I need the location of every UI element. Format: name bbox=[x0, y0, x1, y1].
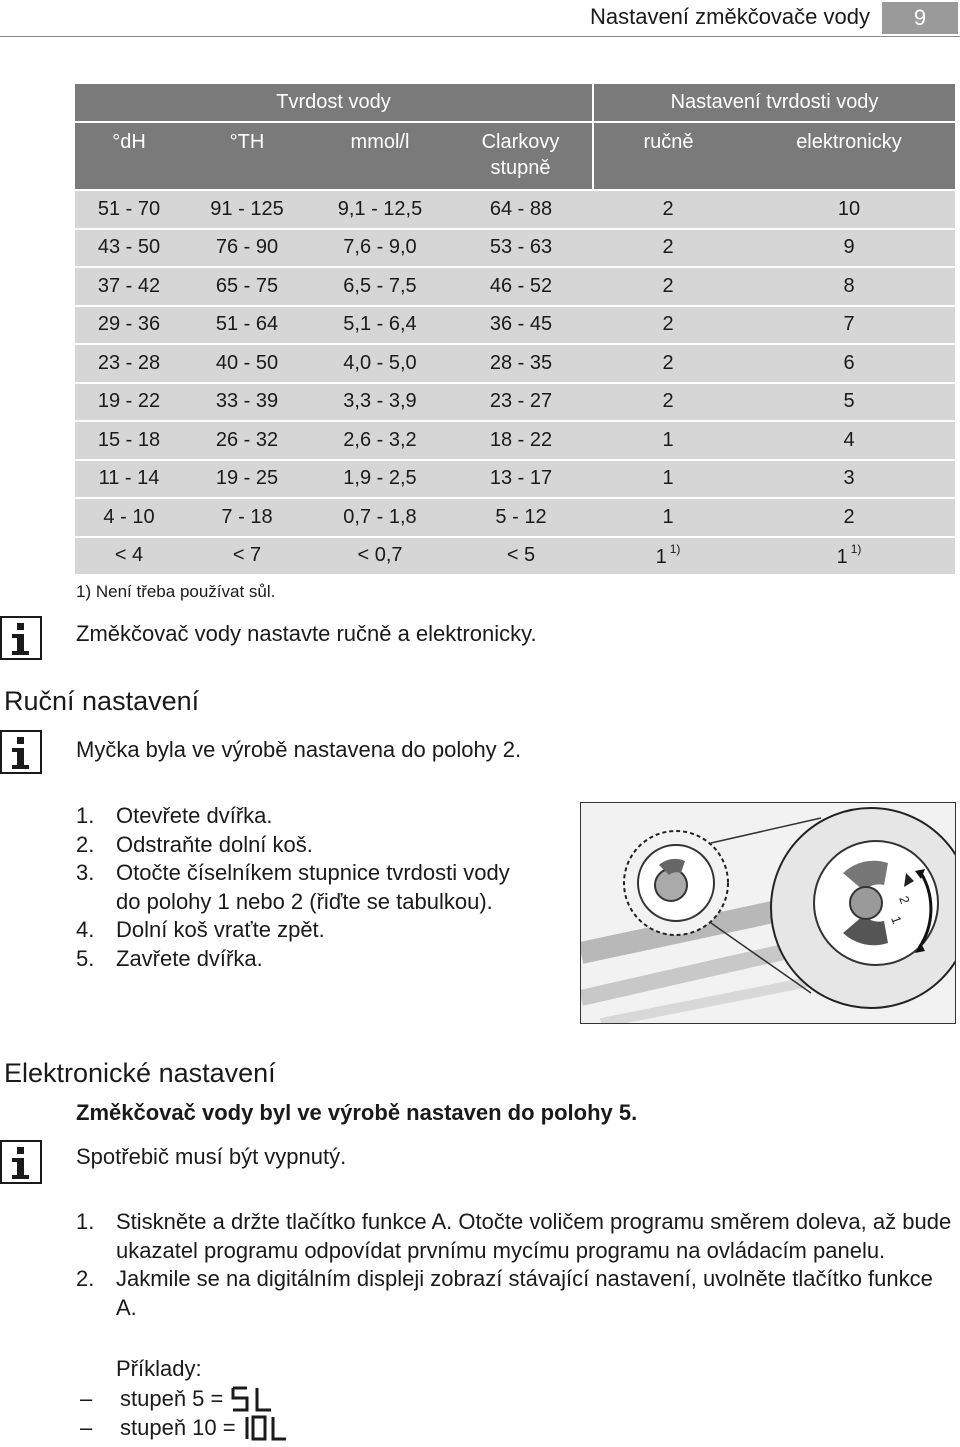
lcd-display-10l bbox=[242, 1415, 290, 1447]
table-cell bbox=[743, 537, 955, 576]
table-cell: 7 bbox=[743, 306, 955, 345]
step-item bbox=[76, 945, 536, 974]
table-row bbox=[75, 344, 955, 383]
table-cell: 76 - 90 bbox=[183, 229, 311, 268]
step-number: 3. bbox=[76, 860, 95, 885]
table-cell: 9,1 - 12,5 bbox=[311, 190, 449, 229]
table-cell: < 7 bbox=[183, 537, 311, 576]
electronic-default-note: Změkčovač vody byl ve výrobě nastaven do polohy 5. bbox=[76, 1100, 638, 1125]
table-cell: 2 bbox=[593, 383, 743, 422]
table-cell: 19 - 22 bbox=[75, 383, 183, 422]
info-icon bbox=[0, 1140, 42, 1184]
step-number: 1. bbox=[76, 1209, 95, 1234]
table-cell: 43 - 50 bbox=[75, 229, 183, 268]
footnote-mark: 1) bbox=[669, 542, 681, 557]
step-text: Dolní koš vraťte zpět. bbox=[116, 917, 325, 942]
table-cell: 18 - 22 bbox=[449, 421, 593, 460]
table-cell: 26 - 32 bbox=[183, 421, 311, 460]
table-cell: 51 - 70 bbox=[75, 190, 183, 229]
column-header: mmol/l bbox=[311, 122, 449, 190]
info-text: Změkčovač vody nastavte ručně a elektronicky. bbox=[76, 621, 537, 646]
table-cell: 5 - 12 bbox=[449, 498, 593, 537]
step-item bbox=[76, 1265, 956, 1322]
table-cell: 2 bbox=[593, 267, 743, 306]
table-cell: 11 - 14 bbox=[75, 460, 183, 499]
table-cell: 7 - 18 bbox=[183, 498, 311, 537]
table-cell: 15 - 18 bbox=[75, 421, 183, 460]
group-header-hardness: Tvrdost vody bbox=[75, 84, 593, 122]
group-header-setting: Nastavení tvrdosti vody bbox=[593, 84, 955, 122]
table-cell: 2 bbox=[743, 498, 955, 537]
table-cell: 10 bbox=[743, 190, 955, 229]
table-row bbox=[75, 537, 955, 576]
table-cell: 8 bbox=[743, 267, 955, 306]
column-header: ručně bbox=[593, 122, 743, 190]
table-cell: < 4 bbox=[75, 537, 183, 576]
info-icon bbox=[0, 730, 42, 774]
table-cell: 6 bbox=[743, 344, 955, 383]
table-cell: 23 - 27 bbox=[449, 383, 593, 422]
table-cell: 1 bbox=[593, 421, 743, 460]
step-item bbox=[76, 1208, 956, 1265]
step-text: Otevřete dvířka. bbox=[116, 803, 273, 828]
water-hardness-table bbox=[75, 84, 955, 576]
water-softener-dial-illustration bbox=[580, 802, 956, 1024]
table-row bbox=[75, 190, 955, 229]
page-header-title: Nastavení změkčovače vody bbox=[589, 4, 870, 29]
dash: – bbox=[80, 1415, 93, 1440]
table-cell: 19 - 25 bbox=[183, 460, 311, 499]
table-cell: 53 - 63 bbox=[449, 229, 593, 268]
column-header: °TH bbox=[183, 122, 311, 190]
table-row bbox=[75, 498, 955, 537]
table-cell: 28 - 35 bbox=[449, 344, 593, 383]
table-cell: 51 - 64 bbox=[183, 306, 311, 345]
step-text: Zavřete dvířka. bbox=[116, 945, 263, 971]
column-header: elektronicky bbox=[743, 122, 955, 190]
step-number: 1. bbox=[76, 803, 95, 828]
table-cell: 5 bbox=[743, 383, 955, 422]
info-text: Myčka byla ve výrobě nastavena do polohy 2. bbox=[76, 737, 522, 762]
table-cell: 3 bbox=[743, 460, 955, 499]
table-footnote: 1) Není třeba používat sůl. bbox=[76, 582, 276, 601]
table-cell: 7,6 - 9,0 bbox=[311, 229, 449, 268]
table-cell: 4 - 10 bbox=[75, 498, 183, 537]
page-number: 9 bbox=[882, 2, 958, 34]
example-line bbox=[80, 1386, 277, 1418]
table-cell: 64 - 88 bbox=[449, 190, 593, 229]
header-divider bbox=[0, 36, 960, 37]
table-cell: 3,3 - 3,9 bbox=[311, 383, 449, 422]
step-item bbox=[76, 859, 536, 916]
table-cell: 0,7 - 1,8 bbox=[311, 498, 449, 537]
table-cell: 33 - 39 bbox=[183, 383, 311, 422]
table-cell: < 0,7 bbox=[311, 537, 449, 576]
table-cell: 2 bbox=[593, 190, 743, 229]
examples-title: Příklady: bbox=[116, 1356, 202, 1381]
step-item bbox=[76, 831, 536, 860]
table-cell: 46 - 52 bbox=[449, 267, 593, 306]
step-number: 5. bbox=[76, 945, 95, 971]
table-cell: 4 bbox=[743, 421, 955, 460]
step-text: Stiskněte a držte tlačítko funkce A. Otočte voličem programu směrem doleva, až bude ukazatel programu odpovídat prvnímu mycímu programu na ovládacím panelu. bbox=[116, 1209, 952, 1263]
table-cell: 2 bbox=[593, 306, 743, 345]
section-heading-manual: Ruční nastavení bbox=[4, 686, 200, 716]
dash: – bbox=[80, 1386, 93, 1411]
table-cell: 29 - 36 bbox=[75, 306, 183, 345]
info-text: Spotřebič musí být vypnutý. bbox=[76, 1144, 347, 1169]
table-cell: 65 - 75 bbox=[183, 267, 311, 306]
table-cell: 1 bbox=[593, 460, 743, 499]
column-header-label: Clarkovy stupně bbox=[481, 131, 560, 179]
section-heading-electronic: Elektronické nastavení bbox=[4, 1058, 276, 1088]
table-cell bbox=[593, 537, 743, 576]
manual-steps-list bbox=[76, 802, 536, 973]
table-cell: 36 - 45 bbox=[449, 306, 593, 345]
table-row bbox=[75, 267, 955, 306]
step-item bbox=[76, 916, 536, 945]
table-cell: 9 bbox=[743, 229, 955, 268]
column-header bbox=[449, 122, 593, 190]
table-row bbox=[75, 306, 955, 345]
step-number: 2. bbox=[76, 1266, 95, 1291]
example-line bbox=[80, 1415, 290, 1447]
table-row bbox=[75, 383, 955, 422]
step-item bbox=[76, 802, 536, 831]
step-text: Odstraňte dolní koš. bbox=[116, 831, 313, 857]
table-cell: 2 bbox=[593, 229, 743, 268]
table-row bbox=[75, 229, 955, 268]
electronic-steps-list bbox=[76, 1208, 956, 1322]
table-cell: 23 - 28 bbox=[75, 344, 183, 383]
footnote-mark: 1) bbox=[850, 542, 862, 557]
lcd-display-s1 bbox=[229, 1386, 277, 1418]
table-cell: 2,6 - 3,2 bbox=[311, 421, 449, 460]
table-cell: 1,9 - 2,5 bbox=[311, 460, 449, 499]
table-cell: 6,5 - 7,5 bbox=[311, 267, 449, 306]
cell-value: 1 bbox=[655, 546, 667, 569]
step-text: Otočte číselníkem stupnice tvrdosti vody do polohy 1 nebo 2 (řiďte se tabulkou). bbox=[116, 860, 510, 914]
example-label: stupeň 5 = bbox=[120, 1386, 224, 1411]
table-cell: 40 - 50 bbox=[183, 344, 311, 383]
table-row bbox=[75, 421, 955, 460]
table-cell: 2 bbox=[593, 344, 743, 383]
info-icon bbox=[0, 616, 42, 660]
table-cell: 13 - 17 bbox=[449, 460, 593, 499]
dial-label: 1 bbox=[888, 913, 905, 926]
example-label: stupeň 10 = bbox=[120, 1415, 236, 1440]
table-cell: 5,1 - 6,4 bbox=[311, 306, 449, 345]
step-number: 2. bbox=[76, 831, 95, 857]
table-cell: 37 - 42 bbox=[75, 267, 183, 306]
table-cell: 4,0 - 5,0 bbox=[311, 344, 449, 383]
cell-value: 1 bbox=[836, 546, 848, 569]
step-text: Jakmile se na digitálním displeji zobrazí stávající nastavení, uvolněte tlačítko funkce A. bbox=[116, 1266, 933, 1320]
column-header: °dH bbox=[75, 122, 183, 190]
table-cell: 1 bbox=[593, 498, 743, 537]
table-cell: < 5 bbox=[449, 537, 593, 576]
dial-label: 2 bbox=[896, 893, 913, 906]
table-row bbox=[75, 460, 955, 499]
table-cell: 91 - 125 bbox=[183, 190, 311, 229]
step-number: 4. bbox=[76, 917, 95, 942]
